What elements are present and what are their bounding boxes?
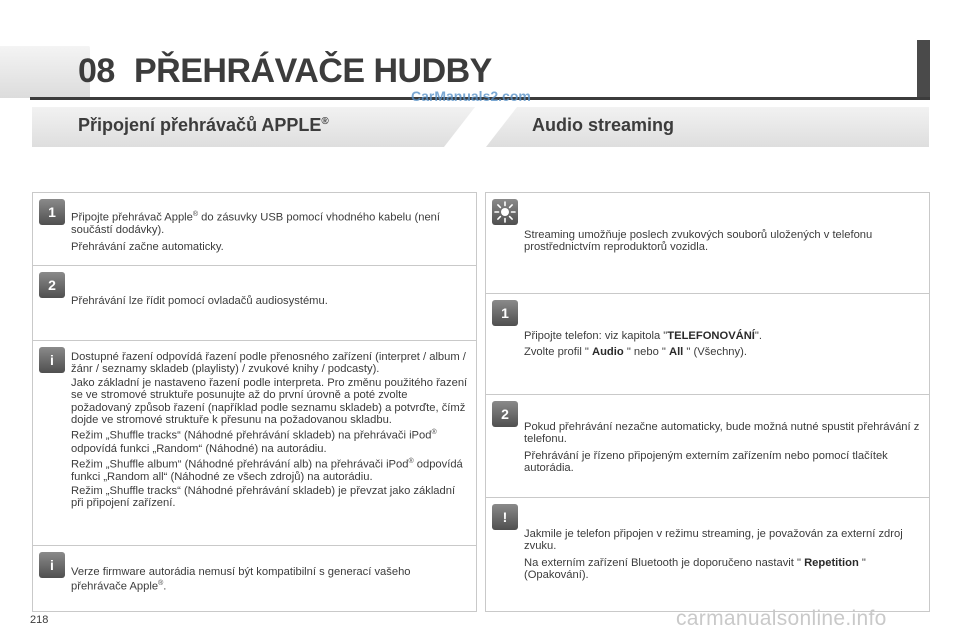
chapter-number: 08 — [78, 52, 115, 90]
left-block-4 — [33, 545, 476, 612]
right-block-3-text: Pokud přehrávání nezačne automaticky, bude možná nutné spustit přehrávání z telefonu. Přehrávání je řízeno připojeným externím zařízením nebo pomocí tlačítek autorádia. — [524, 421, 920, 475]
right-section-title: Audio streaming — [532, 115, 675, 135]
left-block-1 — [33, 193, 476, 265]
page-number: 218 — [30, 614, 49, 626]
watermark-top: CarManuals2.com — [411, 88, 531, 104]
left-block-3 — [33, 340, 476, 546]
left-block-2 — [33, 265, 476, 341]
right-block-4-text: Jakmile je telefon připojen v režimu streaming, je považován za externí zdroj zvuku. Na externím zařízení Bluetooth je doporučeno nastavit " Repetition " (Opakování). — [524, 528, 903, 582]
left-block-1-text: Připojte přehrávač Apple® do zásuvky USB pomocí vhodného kabelu (není součástí dodávky). Přehrávání začne automaticky. — [71, 211, 440, 253]
step-2-icon: 2 — [492, 401, 518, 427]
left-column — [32, 192, 477, 612]
right-block-1 — [486, 193, 929, 293]
right-block-1-text: Streaming umožňuje poslech zvukových souborů uložených v telefonu prostřednictvím reproduktorů vozidla. — [524, 229, 873, 254]
left-block-2-text: Přehrávání lze řídit pomocí ovladačů audiosystému. — [71, 295, 328, 307]
warning-icon: ! — [492, 504, 518, 530]
left-block-3-text: Dostupné řazení odpovídá řazení podle přenosného zařízení (interpret / album / žánr / seznamy skladeb (playlisty) / zvukové knihy / podcasty). Jako základní je nastaveno řazení podle interpreta. Pro změnu použitého řazení se ve stromové struktuře posunujte až do první úrovně a poté zvolte požadovaný způsob řazení (například podle seznamu skladeb) a potvrďte, čímž dojde ve stromové struktuře k přesunu na požadovanou skladbu. Režim „Shuffle tracks“ (Náhodné přehrávání skladeb) na přehrávači iPod® odpovídá funkci „Random“ (Náhodné) na autorádiu. Režim „Shuffle album“ (Náhodné přehrávání alb) na přehrávači iPod® odpovídá funkci „Random all“ (Náhodné ze všech zdrojů) na autorádiu. Režim „Shuffle tracks“ (Náhodné přehrávání skladeb) je převzat jako základní při připojení zařízení. — [71, 351, 468, 509]
header-right-bar — [917, 40, 930, 100]
step-1-icon: 1 — [492, 300, 518, 326]
left-section-title: Připojení přehrávačů APPLE® — [78, 115, 329, 135]
right-block-2-text: Připojte telefon: viz kapitola "TELEFONOVÁNÍ". Zvolte profil " Audio " nebo " All " (Všechny). — [524, 330, 763, 359]
chapter-title: PŘEHRÁVAČE HUDBY — [134, 52, 492, 90]
watermark-bottom: carmanualsonline.info — [676, 607, 887, 630]
chapter-tab — [0, 46, 90, 98]
right-block-3 — [486, 394, 929, 498]
step-1-icon: 1 — [39, 199, 65, 225]
right-block-2 — [486, 293, 929, 395]
sun-icon — [492, 199, 518, 225]
step-2-icon: 2 — [39, 272, 65, 298]
info-icon: i — [39, 552, 65, 578]
left-block-4-text: Verze firmware autorádia nemusí být kompatibilní s generací vašeho přehrávače Apple®. — [71, 566, 411, 594]
right-column — [485, 192, 930, 612]
right-block-4 — [486, 497, 929, 612]
info-icon: i — [39, 347, 65, 373]
